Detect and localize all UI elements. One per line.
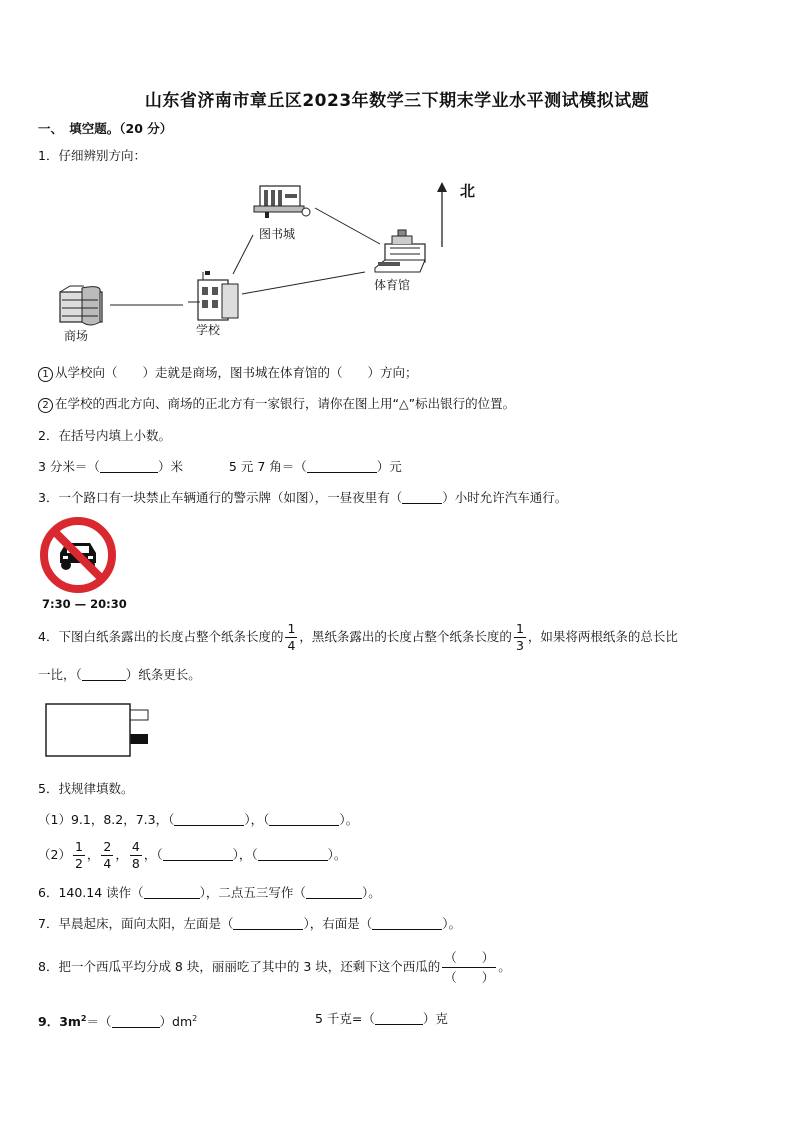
fraction: $\frac{1}{4}$ (287, 621, 296, 653)
q7-end: ）。 (442, 916, 461, 931)
q1-sub1 (38, 364, 418, 382)
superscript: 2 (80, 1014, 87, 1023)
q6-end: ）。 (361, 885, 381, 900)
answer-blank[interactable] (375, 1011, 423, 1025)
answer-blank[interactable] (163, 847, 233, 861)
q4-text-b: ，黑纸条露出的长度占整个纸条长度的 (299, 629, 512, 644)
q5-sep: ），（ (244, 812, 270, 827)
map-label-stadium: 体育馆 (374, 278, 411, 292)
answer-blank[interactable] (233, 916, 303, 930)
answer-blank[interactable] (82, 667, 126, 681)
answer-blank[interactable] (112, 1014, 160, 1028)
q9-a-text: 9．3m (38, 1014, 81, 1030)
mall-building-icon (60, 286, 102, 325)
direction-map (40, 172, 500, 352)
map-line-library-school (233, 235, 253, 274)
q9-b-unit: ）克 (422, 1011, 448, 1026)
q4-text-a: 4．下图白纸条露出的长度占整个纸条长度的 (38, 629, 284, 644)
q5-prompt: 5．找规律填数。 (38, 781, 134, 796)
q3-text-end: ）小时允许汽车通行。 (442, 490, 568, 505)
map-line-school-stadium (242, 272, 365, 294)
library-building-icon (254, 186, 310, 218)
q1-sub2 (38, 395, 515, 413)
q5-seq1 (38, 811, 358, 829)
q2-b-unit: ）元 (376, 459, 402, 474)
circled-number: 2 (38, 398, 53, 413)
q9-a-unit: ）dm (159, 1014, 193, 1030)
answer-blank[interactable] (307, 459, 377, 473)
q2-b-text: 5 元 7 角＝（ (228, 459, 307, 474)
q1-sub1-text: 从学校向（ ）走就是商场，图书城在体育馆的（ ）方向； (55, 365, 418, 380)
q9-a-eq: ＝（ (86, 1014, 112, 1030)
q5-seq2 (38, 838, 346, 872)
fraction: $\frac{4}{8}$ (131, 839, 140, 871)
q2-a-text: 3 分米＝（ (38, 459, 100, 474)
q7-line (38, 915, 461, 933)
q5-seq1-text: （1）9.1，8.2，7.3，（ (38, 812, 175, 827)
comma: ， (143, 847, 157, 862)
q5-seq2-label: （2） (38, 847, 71, 862)
q6-line (38, 884, 381, 902)
no-car-sign-icon (38, 515, 118, 595)
map-label-school: 学校 (196, 323, 221, 337)
q9-b-line (315, 1010, 448, 1028)
paren-open: （ (156, 847, 163, 862)
q4-line1 (38, 620, 678, 654)
q4-line2 (38, 666, 201, 684)
map-label-north: 北 (460, 182, 476, 200)
paper-strips-figure (44, 700, 154, 760)
fraction: $\frac{2}{4}$ (103, 839, 112, 871)
q9-b-text: 5 千克=（ (315, 1011, 375, 1026)
section-heading: 一、 填空题。（20 分） (38, 121, 173, 136)
circled-number: 1 (38, 367, 53, 382)
q8-end: 。 (498, 959, 511, 974)
answer-blank[interactable] (174, 812, 244, 826)
q5-end: ）。 (327, 847, 347, 862)
fraction: $\frac{1}{3}$ (515, 621, 524, 653)
fraction: $\frac{1}{2}$ (74, 839, 83, 871)
q7-text: 7．早晨起床，面向太阳，左面是（ (38, 916, 234, 931)
q7-text-mid: ），右面是（ (303, 916, 373, 931)
answer-blank[interactable] (372, 916, 442, 930)
q1-sub2-text: 在学校的西北方向、商场的正北方有一家银行，请你在图上用“△”标出银行的位置。 (55, 396, 516, 411)
sign-time-label: 7:30 — 20:30 (42, 597, 127, 611)
q8-text: 8．把一个西瓜平均分成 8 块，丽丽吃了其中的 3 块，还剩下这个西瓜的 (38, 959, 441, 974)
q4-text-d: 一比，（ (38, 667, 82, 682)
q3-prompt (38, 489, 567, 507)
q4-text-e: ）纸条更长。 (125, 667, 201, 682)
superscript: 2 (192, 1014, 198, 1023)
q9-line (38, 1010, 197, 1031)
map-line-library-stadium (315, 208, 380, 244)
answer-blank[interactable] (306, 885, 362, 899)
comma: ， (86, 847, 100, 862)
school-building-icon (188, 271, 238, 320)
q2-prompt: 2．在括号内填上小数。 (38, 428, 171, 443)
q6-text: 6．140.14 读作（ (38, 885, 144, 900)
answer-blank[interactable] (269, 812, 339, 826)
q6-text-mid: ），二点五三写作（ (199, 885, 306, 900)
map-label-mall: 商场 (64, 329, 89, 343)
answer-blank[interactable] (402, 490, 442, 504)
answer-blank[interactable] (258, 847, 328, 861)
map-label-library: 图书城 (259, 227, 296, 241)
page-title: 山东省济南市章丘区2023年数学三下期末学业水平测试模拟试题 (144, 91, 650, 111)
q2-a-unit: ）米 (157, 459, 183, 474)
comma: ， (115, 847, 128, 862)
q2-answers (38, 458, 402, 476)
answer-fraction[interactable]: $\frac{( )}{( )}$ (444, 950, 495, 985)
q3-text: 3．一个路口有一块禁止车辆通行的警示牌（如图），一昼夜里有（ (38, 490, 403, 505)
q4-text-c: ，如果将两根纸条的总长比 (527, 629, 678, 644)
answer-blank[interactable] (144, 885, 200, 899)
answer-blank[interactable] (100, 459, 158, 473)
q1-prompt: 1．仔细辨别方向： (38, 148, 146, 163)
q5-sep: ），（ (232, 847, 258, 862)
stadium-building-icon (375, 230, 425, 272)
north-arrow-head-icon (437, 182, 447, 192)
q8-line (38, 947, 511, 987)
q5-end: ）。 (339, 812, 359, 827)
